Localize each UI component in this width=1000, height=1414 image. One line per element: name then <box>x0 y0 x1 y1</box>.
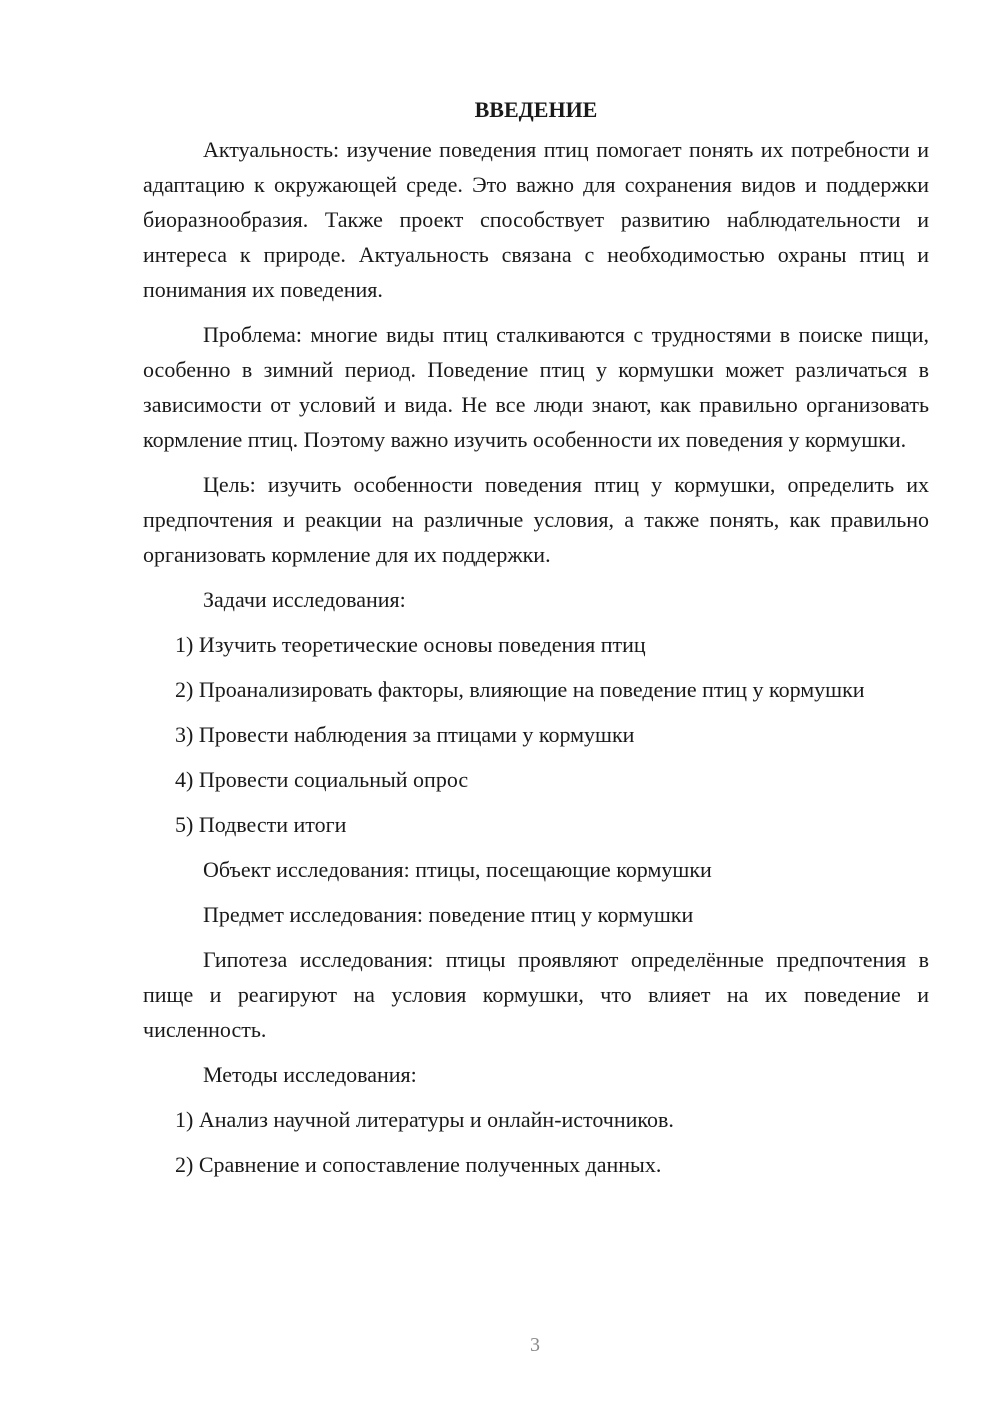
task-item: 2) Проанализировать факторы, влияющие на поведение птиц у кормушки <box>175 677 865 702</box>
method-item: 2) Сравнение и сопоставление полученных данных. <box>175 1152 662 1177</box>
problem-paragraph: Проблема: многие виды птиц сталкиваются с трудностями в поиске пищи, особенно в зимний период. Поведение птиц у кормушки может различаться в зависимости от условий и вида. Не все люди знают, как правильно организовать кормление птиц. Поэтому важно изучить особенности их поведения у кормушки. <box>143 322 929 452</box>
methods-heading: Методы исследования: <box>203 1062 417 1087</box>
task-item: 1) Изучить теоретические основы поведения птиц <box>175 632 646 657</box>
goal-paragraph: Цель: изучить особенности поведения птиц у кормушки, определить их предпочтения и реакции на различные условия, а также понять, как правильно организовать кормление для их поддержки. <box>143 472 929 567</box>
page-number: 3 <box>530 1334 540 1356</box>
research-subject: Предмет исследования: поведение птиц у кормушки <box>203 902 694 927</box>
method-item: 1) Анализ научной литературы и онлайн-источников. <box>175 1107 674 1132</box>
task-item: 4) Провести социальный опрос <box>175 767 469 792</box>
task-item: 5) Подвести итоги <box>175 812 347 837</box>
page-content <box>143 92 929 1192</box>
task-item: 3) Провести наблюдения за птицами у кормушки <box>175 722 635 747</box>
tasks-heading: Задачи исследования: <box>203 587 406 612</box>
section-title: ВВЕДЕНИЕ <box>474 97 598 122</box>
hypothesis-paragraph: Гипотеза исследования: птицы проявляют определённые предпочтения в пище и реагируют на условия кормушки, что влияет на их поведение и численность. <box>143 947 929 1042</box>
research-object: Объект исследования: птицы, посещающие кормушки <box>203 857 712 882</box>
relevance-paragraph: Актуальность: изучение поведения птиц помогает понять их потребности и адаптацию к окружающей среде. Это важно для сохранения видов и поддержки биоразнообразия. Также проект способствует развитию наблюдательности и интереса к природе. Актуальность связана с необходимостью охраны птиц и понимания их поведения. <box>143 137 929 302</box>
